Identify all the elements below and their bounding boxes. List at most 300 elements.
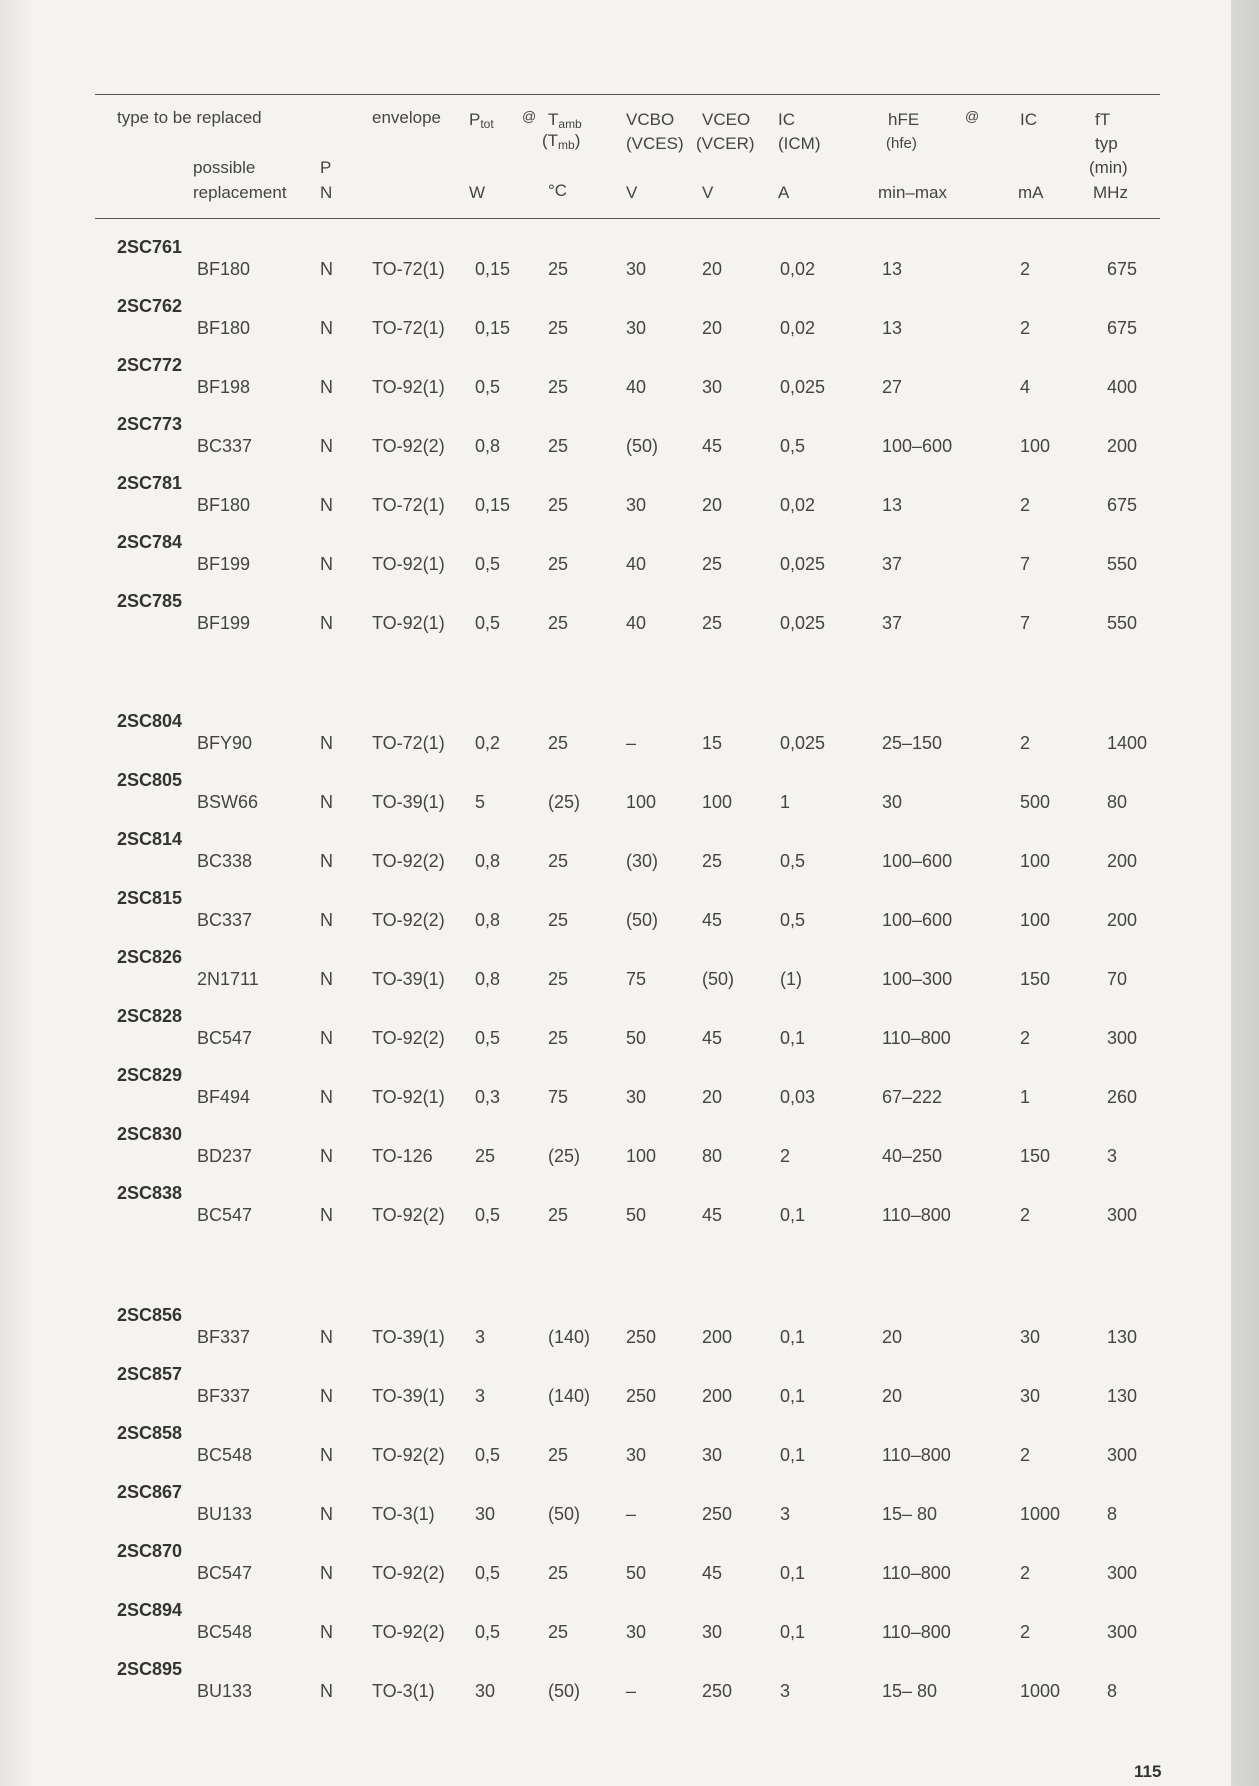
ic: 0,1 (780, 1622, 806, 1642)
vceo: 45 (702, 910, 723, 930)
type-to-be-replaced: 2SC857 (117, 1364, 183, 1384)
ic-ma: 150 (1020, 969, 1051, 989)
ic: 0,025 (780, 554, 826, 574)
replacement: BC548 (197, 1445, 253, 1465)
header-unit-a: A (778, 183, 790, 202)
table-row (0, 1541, 1259, 1600)
replacement: BU133 (197, 1681, 253, 1701)
vceo: 20 (702, 259, 723, 279)
replacement: BF199 (197, 554, 251, 574)
tamb: (50) (548, 1681, 581, 1701)
tamb: 25 (548, 613, 569, 633)
ptot: 0,8 (475, 910, 501, 930)
tamb: 25 (548, 259, 569, 279)
replacement: BSW66 (197, 792, 259, 812)
polarity: N (320, 1386, 333, 1406)
ft: 3 (1107, 1146, 1118, 1166)
ptot: 0,5 (475, 1563, 501, 1583)
ft: 200 (1107, 910, 1138, 930)
replacement: BD237 (197, 1146, 253, 1166)
header-unit-v-2: V (702, 183, 714, 202)
envelope: TO-92(1) (372, 377, 445, 397)
ptot: 0,5 (475, 1622, 501, 1642)
vceo: 30 (702, 377, 723, 397)
header-hfe-small: (hfe) (886, 135, 917, 152)
header-tmb: $(T_{mb})$ (542, 131, 581, 152)
tamb: 25 (548, 495, 569, 515)
envelope: TO-92(2) (372, 436, 445, 456)
type-to-be-replaced: 2SC814 (117, 829, 183, 849)
ptot: 0,5 (475, 613, 501, 633)
type-to-be-replaced: 2SC858 (117, 1423, 183, 1443)
vcbo: 30 (626, 1087, 647, 1107)
replacement: BF337 (197, 1386, 251, 1406)
ic-ma: 2 (1020, 318, 1031, 338)
vceo: 45 (702, 1028, 723, 1048)
header-p: P (320, 158, 332, 177)
hfe: 100–600 (882, 436, 953, 456)
polarity: N (320, 554, 333, 574)
envelope: TO-126 (372, 1146, 433, 1166)
type-to-be-replaced: 2SC830 (117, 1124, 183, 1144)
ic: 1 (780, 792, 791, 812)
table-row (0, 414, 1259, 473)
header-ptot: $P_{tot}$ (469, 110, 494, 131)
vcbo: 40 (626, 377, 647, 397)
hfe: 110–800 (882, 1205, 951, 1225)
header-type-to-be-replaced: type to be replaced (117, 108, 262, 127)
table-row (0, 888, 1259, 947)
vcbo: 30 (626, 495, 647, 515)
ic: 2 (780, 1146, 791, 1166)
ft: 130 (1107, 1386, 1138, 1406)
type-to-be-replaced: 2SC805 (117, 770, 183, 790)
ft: 70 (1107, 969, 1128, 989)
ic: 0,025 (780, 613, 826, 633)
hfe: 110–800 (882, 1563, 951, 1583)
header-unit-mhz: MHz (1093, 183, 1128, 202)
ft: 550 (1107, 554, 1138, 574)
ic: 0,1 (780, 1445, 806, 1465)
replacement: BFY90 (197, 733, 253, 753)
polarity: N (320, 1087, 333, 1107)
envelope: TO-92(2) (372, 1622, 445, 1642)
polarity: N (320, 1563, 333, 1583)
envelope: TO-92(2) (372, 1205, 445, 1225)
ic-ma: 150 (1020, 1146, 1051, 1166)
ptot: 3 (475, 1327, 486, 1347)
vceo: 20 (702, 1087, 723, 1107)
polarity: N (320, 1504, 333, 1524)
ptot: 0,5 (475, 1445, 501, 1465)
ft: 300 (1107, 1563, 1138, 1583)
hfe: 67–222 (882, 1087, 943, 1107)
vcbo: 50 (626, 1563, 647, 1583)
vceo: 20 (702, 318, 723, 338)
tamb: 25 (548, 318, 569, 338)
header-envelope: envelope (372, 108, 442, 127)
table-row (0, 591, 1259, 650)
vcbo: 30 (626, 318, 647, 338)
tamb: 25 (548, 1205, 569, 1225)
ic-ma: 2 (1020, 1028, 1031, 1048)
hfe: 37 (882, 613, 903, 633)
ft: 300 (1107, 1028, 1138, 1048)
ft: 130 (1107, 1327, 1138, 1347)
type-to-be-replaced: 2SC829 (117, 1065, 183, 1085)
table-row (0, 1423, 1259, 1482)
table-row (0, 1124, 1259, 1183)
hfe: 25–150 (882, 733, 943, 753)
replacement: BC338 (197, 851, 253, 871)
envelope: TO-72(1) (372, 259, 445, 279)
ft: 675 (1107, 318, 1138, 338)
ic: 0,1 (780, 1327, 806, 1347)
header-unit-w: W (469, 183, 486, 202)
vceo: 45 (702, 1205, 723, 1225)
type-to-be-replaced: 2SC785 (117, 591, 183, 611)
ic-ma: 2 (1020, 1205, 1031, 1225)
ptot: 0,5 (475, 377, 501, 397)
header-unit-ma: mA (1018, 183, 1044, 202)
ic-ma: 500 (1020, 792, 1051, 812)
table-row (0, 1659, 1259, 1718)
header-possible: possible (193, 158, 256, 177)
vcbo: 250 (626, 1386, 657, 1406)
envelope: TO-92(1) (372, 554, 445, 574)
header-top-rule (95, 94, 1160, 95)
ptot: 30 (475, 1504, 496, 1524)
ft: 675 (1107, 495, 1138, 515)
header-ic-2: IC (1020, 110, 1037, 129)
table-group-3 (0, 1305, 1259, 1718)
table-row (0, 829, 1259, 888)
polarity: N (320, 792, 333, 812)
ic-ma: 2 (1020, 1622, 1031, 1642)
polarity: N (320, 1146, 333, 1166)
ptot: 0,5 (475, 1205, 501, 1225)
vcbo: 250 (626, 1327, 657, 1347)
envelope: TO-39(1) (372, 969, 445, 989)
polarity: N (320, 1327, 333, 1347)
header-vces: (VCES) (626, 134, 684, 153)
replacement: BF199 (197, 613, 251, 633)
type-to-be-replaced: 2SC867 (117, 1482, 183, 1502)
hfe: 15– 80 (882, 1504, 938, 1524)
hfe: 13 (882, 318, 903, 338)
tamb: 25 (548, 554, 569, 574)
hfe: 20 (882, 1386, 903, 1406)
ptot: 0,8 (475, 436, 501, 456)
tamb: 25 (548, 1622, 569, 1642)
ft: 300 (1107, 1205, 1138, 1225)
ic: 0,1 (780, 1028, 806, 1048)
table-row (0, 473, 1259, 532)
ic-ma: 2 (1020, 1563, 1031, 1583)
envelope: TO-92(1) (372, 613, 445, 633)
replacement: BF337 (197, 1327, 251, 1347)
hfe: 110–800 (882, 1445, 951, 1465)
hfe: 100–600 (882, 910, 953, 930)
vcbo: 50 (626, 1028, 647, 1048)
ic: 0,02 (780, 495, 816, 515)
polarity: N (320, 1445, 333, 1465)
ft: 675 (1107, 259, 1138, 279)
ic: 3 (780, 1681, 791, 1701)
polarity: N (320, 613, 333, 633)
hfe: 110–800 (882, 1028, 951, 1048)
type-to-be-replaced: 2SC895 (117, 1659, 183, 1679)
type-to-be-replaced: 2SC826 (117, 947, 183, 967)
ic: 0,5 (780, 436, 806, 456)
ft: 1400 (1107, 733, 1148, 753)
vcbo: (30) (626, 851, 659, 871)
envelope: TO-3(1) (372, 1681, 435, 1701)
ptot: 0,15 (475, 495, 511, 515)
header-typ: typ (1095, 134, 1118, 153)
header-unit-c: °C (548, 181, 568, 200)
tamb: 25 (548, 1445, 569, 1465)
ic-ma: 2 (1020, 259, 1031, 279)
ptot: 0,5 (475, 1028, 501, 1048)
table-row (0, 1065, 1259, 1124)
ic-ma: 2 (1020, 1445, 1031, 1465)
header-at-2: @ (965, 108, 980, 124)
vcbo: 50 (626, 1205, 647, 1225)
polarity: N (320, 969, 333, 989)
ptot: 30 (475, 1681, 496, 1701)
vceo: 200 (702, 1327, 733, 1347)
polarity: N (320, 1622, 333, 1642)
type-to-be-replaced: 2SC761 (117, 237, 183, 257)
ic: 0,03 (780, 1087, 816, 1107)
vcbo: 100 (626, 1146, 657, 1166)
header-hfe: hFE (888, 110, 920, 129)
envelope: TO-72(1) (372, 318, 445, 338)
replacement: BC547 (197, 1205, 253, 1225)
envelope: TO-92(2) (372, 851, 445, 871)
envelope: TO-39(1) (372, 1386, 445, 1406)
ft: 8 (1107, 1681, 1118, 1701)
polarity: N (320, 436, 333, 456)
vceo: 25 (702, 851, 723, 871)
hfe: 110–800 (882, 1622, 951, 1642)
table-row (0, 770, 1259, 829)
ft: 400 (1107, 377, 1138, 397)
ptot: 0,15 (475, 259, 511, 279)
table-row (0, 947, 1259, 1006)
ic: 0,025 (780, 377, 826, 397)
polarity: N (320, 733, 333, 753)
tamb: 75 (548, 1087, 569, 1107)
ic-ma: 100 (1020, 910, 1051, 930)
tamb: 25 (548, 851, 569, 871)
ft: 550 (1107, 613, 1138, 633)
envelope: TO-92(2) (372, 910, 445, 930)
polarity: N (320, 259, 333, 279)
table-group-1 (0, 237, 1259, 650)
vceo: 45 (702, 436, 723, 456)
replacement: BC547 (197, 1563, 253, 1583)
vceo: 250 (702, 1504, 733, 1524)
vceo: 100 (702, 792, 733, 812)
replacement: BF494 (197, 1087, 251, 1107)
tamb: 25 (548, 1563, 569, 1583)
ic: 0,02 (780, 318, 816, 338)
replacement: BU133 (197, 1504, 253, 1524)
vceo: 45 (702, 1563, 723, 1583)
type-to-be-replaced: 2SC772 (117, 355, 183, 375)
tamb: 25 (548, 377, 569, 397)
polarity: N (320, 1681, 333, 1701)
type-to-be-replaced: 2SC762 (117, 296, 183, 316)
header-ic: IC (778, 110, 795, 129)
ic-ma: 100 (1020, 436, 1051, 456)
ft: 300 (1107, 1445, 1138, 1465)
hfe: 100–600 (882, 851, 953, 871)
header-n: N (320, 183, 333, 202)
header-vcbo: VCBO (626, 110, 675, 129)
table-row (0, 532, 1259, 591)
vceo: 30 (702, 1445, 723, 1465)
hfe: 100–300 (882, 969, 953, 989)
vceo: 15 (702, 733, 723, 753)
hfe: 37 (882, 554, 903, 574)
type-to-be-replaced: 2SC838 (117, 1183, 183, 1203)
vceo: 80 (702, 1146, 723, 1166)
ic-ma: 7 (1020, 554, 1031, 574)
replacement: BF180 (197, 259, 251, 279)
table-row (0, 1305, 1259, 1364)
hfe: 20 (882, 1327, 903, 1347)
type-to-be-replaced: 2SC784 (117, 532, 183, 552)
vcbo: (50) (626, 910, 659, 930)
tamb: (140) (548, 1386, 591, 1406)
envelope: TO-72(1) (372, 495, 445, 515)
ft: 200 (1107, 851, 1138, 871)
polarity: N (320, 1205, 333, 1225)
ic-ma: 1000 (1020, 1504, 1061, 1524)
replacement: BC337 (197, 910, 253, 930)
table-row (0, 1600, 1259, 1659)
header-replacement: replacement (193, 183, 287, 202)
table-group-2 (0, 711, 1259, 1242)
tamb: (25) (548, 1146, 581, 1166)
vcbo: – (626, 1504, 637, 1524)
type-to-be-replaced: 2SC856 (117, 1305, 183, 1325)
ptot: 5 (475, 792, 486, 812)
header-unit-v-1: V (626, 183, 638, 202)
ft: 200 (1107, 436, 1138, 456)
ic: 0,02 (780, 259, 816, 279)
envelope: TO-3(1) (372, 1504, 435, 1524)
replacement: BF180 (197, 495, 251, 515)
vcbo: (50) (626, 436, 659, 456)
ic-ma: 1000 (1020, 1681, 1061, 1701)
replacement: BC547 (197, 1028, 253, 1048)
table-row (0, 711, 1259, 770)
vcbo: 40 (626, 554, 647, 574)
envelope: TO-72(1) (372, 733, 445, 753)
ptot: 0,3 (475, 1087, 501, 1107)
envelope: TO-92(1) (372, 1087, 445, 1107)
ft: 8 (1107, 1504, 1118, 1524)
ptot: 0,15 (475, 318, 511, 338)
tamb: 25 (548, 733, 569, 753)
tamb: 25 (548, 1028, 569, 1048)
type-to-be-replaced: 2SC815 (117, 888, 183, 908)
vcbo: 30 (626, 1622, 647, 1642)
header-min: (min) (1089, 158, 1128, 177)
ptot: 0,5 (475, 554, 501, 574)
ic: (1) (780, 969, 802, 989)
table-row (0, 1183, 1259, 1242)
tamb: 25 (548, 436, 569, 456)
ic-ma: 7 (1020, 613, 1031, 633)
header-vcer: (VCER) (696, 134, 755, 153)
tamb: (25) (548, 792, 581, 812)
type-to-be-replaced: 2SC894 (117, 1600, 183, 1620)
ic: 0,5 (780, 851, 806, 871)
vceo: 30 (702, 1622, 723, 1642)
ptot: 0,2 (475, 733, 501, 753)
ic: 0,1 (780, 1205, 806, 1225)
ic-ma: 30 (1020, 1386, 1041, 1406)
replacement: 2N1711 (197, 969, 259, 989)
polarity: N (320, 1028, 333, 1048)
polarity: N (320, 318, 333, 338)
vcbo: – (626, 1681, 637, 1701)
table-row (0, 355, 1259, 414)
hfe: 15– 80 (882, 1681, 938, 1701)
header-tamb: $T_{amb}$ (548, 110, 582, 131)
hfe: 30 (882, 792, 903, 812)
page-number: 115 (1134, 1762, 1162, 1781)
ic-ma: 4 (1020, 377, 1031, 397)
vcbo: 30 (626, 1445, 647, 1465)
vcbo: 40 (626, 613, 647, 633)
vcbo: 30 (626, 259, 647, 279)
envelope: TO-39(1) (372, 792, 445, 812)
ic: 0,025 (780, 733, 826, 753)
polarity: N (320, 851, 333, 871)
vceo: (50) (702, 969, 735, 989)
table-row (0, 296, 1259, 355)
header-unit-minmax: min–max (878, 183, 947, 202)
ic-ma: 30 (1020, 1327, 1041, 1347)
replacement: BC337 (197, 436, 253, 456)
ic-ma: 2 (1020, 733, 1031, 753)
type-to-be-replaced: 2SC773 (117, 414, 183, 434)
tamb: 25 (548, 969, 569, 989)
ic: 3 (780, 1504, 791, 1524)
type-to-be-replaced: 2SC828 (117, 1006, 183, 1026)
polarity: N (320, 377, 333, 397)
polarity: N (320, 495, 333, 515)
envelope: TO-92(2) (372, 1563, 445, 1583)
hfe: 27 (882, 377, 903, 397)
vcbo: 100 (626, 792, 657, 812)
hfe: 13 (882, 259, 903, 279)
type-to-be-replaced: 2SC781 (117, 473, 183, 493)
tamb: (50) (548, 1504, 581, 1524)
vceo: 250 (702, 1681, 733, 1701)
vcbo: 75 (626, 969, 647, 989)
replacement: BF180 (197, 318, 251, 338)
vceo: 20 (702, 495, 723, 515)
ic: 0,1 (780, 1563, 806, 1583)
ptot: 0,8 (475, 969, 501, 989)
